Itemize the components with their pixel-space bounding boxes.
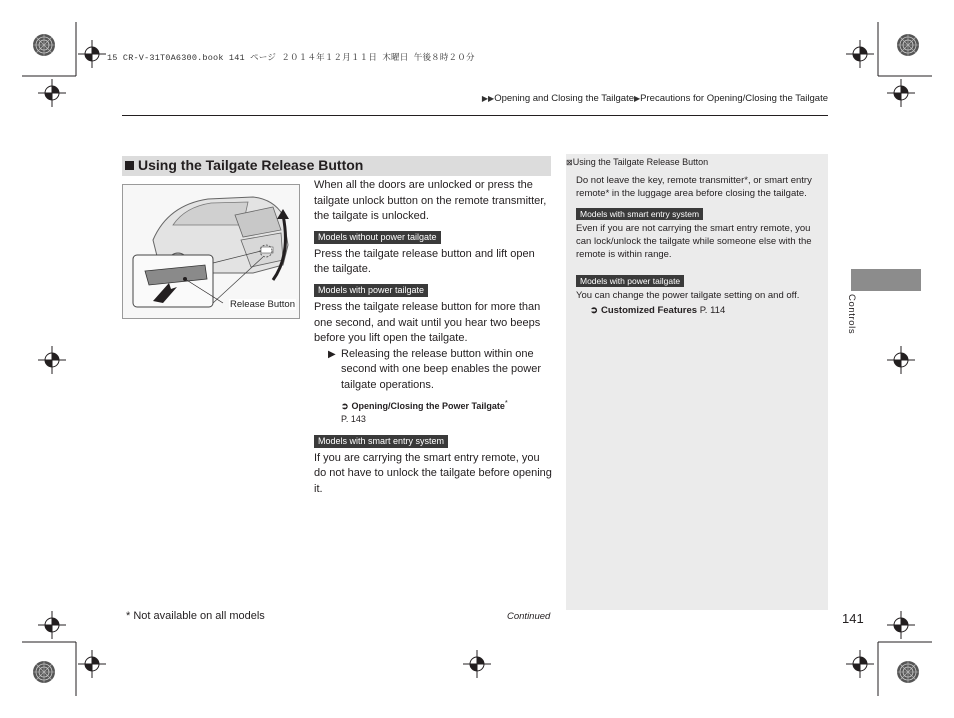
sidebar-text: You can change the power tailgate setting on and off. [576, 290, 800, 301]
tailgate-illustration [122, 184, 300, 319]
body-text: Press the tailgate release button and lift open the tailgate. [314, 247, 535, 276]
xref-title[interactable]: Opening/Closing the Power Tailgate [351, 400, 505, 411]
model-tag: Models with smart entry system [314, 435, 448, 448]
breadcrumb-item-2[interactable]: Precautions for Opening/Closing the Tailgate [640, 93, 828, 104]
continued-label: Continued [507, 611, 551, 622]
xref-page[interactable]: P. 114 [699, 305, 726, 316]
reference-arrow-icon: ➲ [341, 400, 349, 411]
xref-title[interactable]: Customized Features [600, 305, 698, 316]
model-tag: Models with power tailgate [576, 275, 684, 287]
page-number: 141 [842, 611, 864, 626]
section-square-icon [125, 161, 134, 170]
sidebar-text: Even if you are not carrying the smart entry remote, you can lock/unlock the tailgate while someone else with the remote is within range. [576, 223, 812, 260]
print-info: 15 CR-V-31T0A6300.book 141 ページ ２０１４年１２月１１日 木曜日 午後８時２０分 [107, 53, 475, 63]
sidebar-intro: Do not leave the key, remote transmitter*, or smart entry remote* in the luggage area before closing the tailgate. [576, 175, 812, 199]
breadcrumb-item-1[interactable]: Opening and Closing the Tailgate [494, 93, 634, 104]
body-text: If you are carrying the smart entry remote, you do not have to unlock the tailgate before opening it. [314, 451, 552, 495]
note-text: Releasing the release button within one second with one beep enables the power tailgate operations. [341, 347, 541, 391]
main-body [314, 178, 552, 497]
model-tag: Models with smart entry system [576, 208, 703, 220]
footnote: * Not available on all models [126, 610, 265, 622]
figure-label-release-button: Release Button [230, 299, 295, 310]
body-text: Press the tailgate release button for more than one second, and wait until you hear two beeps before you lift open the tailgate. [314, 300, 541, 345]
sidebar-header-icon: ⊠ [566, 158, 573, 167]
model-tag: Models without power tailgate [314, 231, 441, 244]
reference-arrow-icon: ➲ [590, 305, 598, 316]
chapter-tab [851, 269, 921, 291]
xref-page[interactable]: P. 143 [341, 413, 366, 424]
section-heading [122, 156, 551, 176]
triangle-bullet-icon: ▶ [328, 348, 336, 360]
cross-reference-link[interactable] [576, 304, 821, 317]
cross-reference-link[interactable] [314, 396, 552, 426]
asterisk: * [504, 397, 508, 407]
sidebar-notes [566, 154, 828, 610]
section-title: Using the Tailgate Release Button [138, 157, 364, 173]
intro-text: When all the doors are unlocked or press the tailgate unlock button on the remote transmitter, the tailgate is unlocked. [314, 179, 547, 223]
header-rule [122, 115, 828, 116]
breadcrumb-arrow-icon: ▶▶ [481, 94, 495, 103]
breadcrumb [482, 93, 828, 104]
model-tag: Models with power tailgate [314, 284, 428, 297]
breadcrumb-arrow-icon: ▶ [634, 94, 641, 103]
note [314, 347, 552, 394]
chapter-tab-label: Controls [846, 294, 857, 335]
sidebar-header: ⊠Using the Tailgate Release Button [566, 157, 709, 167]
